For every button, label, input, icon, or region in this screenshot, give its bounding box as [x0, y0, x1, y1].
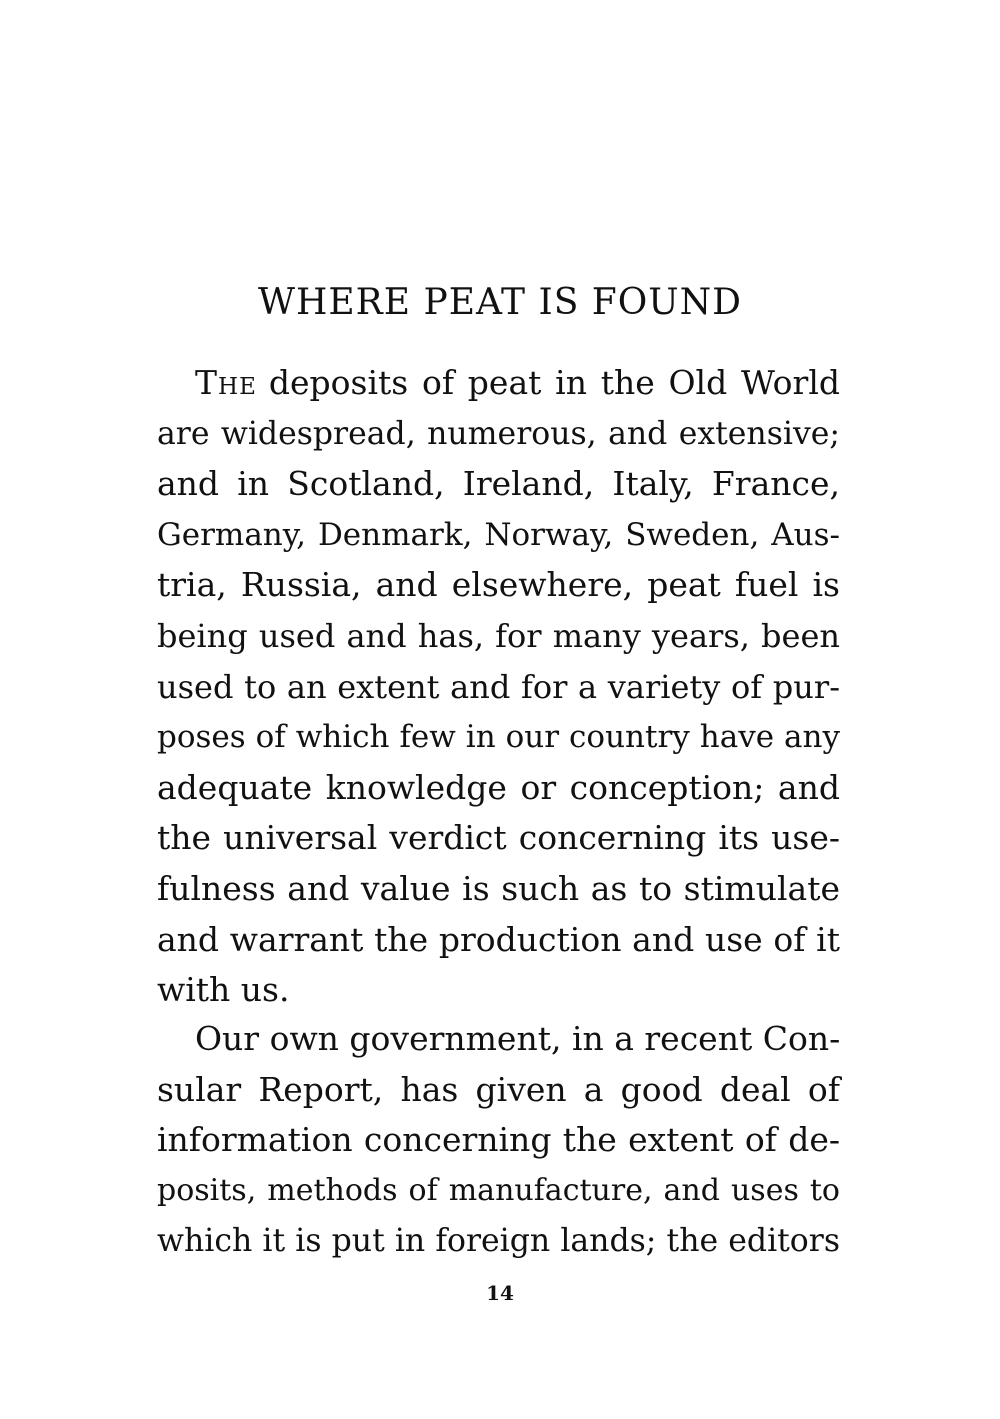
line-text: sular Report, has given a good deal of — [157, 1069, 840, 1109]
paragraph-line — [157, 813, 840, 864]
line-text: poses of which few in our country have any — [157, 719, 840, 756]
paragraph-line — [157, 1115, 840, 1166]
line-text: used to an extent and for a variety of pur- — [157, 667, 840, 706]
line-text: tria, Russia, and elsewhere, peat fuel is — [157, 565, 840, 605]
line-text: fulness and value is such as to stimulate — [157, 868, 840, 908]
paragraph-line — [157, 459, 840, 510]
paragraph-line — [157, 763, 840, 814]
paragraph-line — [157, 662, 840, 713]
paragraph-line — [157, 1014, 840, 1065]
line-text: the universal verdict concerning its use- — [157, 818, 840, 858]
paragraph-1 — [157, 358, 840, 1016]
line-text: and warrant the production and use of it — [157, 919, 840, 959]
line-text: posits, methods of manufacture, and uses to — [157, 1172, 840, 1208]
lead-word: The — [195, 363, 257, 402]
paragraph-2 — [157, 1014, 840, 1267]
paragraph-line — [157, 510, 840, 561]
line-text: Germany, Denmark, Norway, Sweden, Aus- — [157, 516, 840, 553]
paragraph-line — [157, 965, 840, 1016]
paragraph-line — [157, 611, 840, 662]
paragraph-line — [157, 864, 840, 915]
line-text: which it is put in foreign lands; the editors — [157, 1223, 840, 1260]
line-text: information concerning the extent of de- — [157, 1120, 840, 1160]
paragraph-line — [157, 1065, 840, 1116]
line-text: deposits of peat in the Old World — [268, 363, 840, 402]
line-text: with us. — [157, 970, 290, 1010]
line-text: being used and has, for many years, been — [157, 616, 840, 655]
paragraph-line — [157, 1166, 840, 1217]
line-text: are widespread, numerous, and extensive; — [157, 415, 840, 452]
paragraph-line — [157, 560, 840, 611]
paragraph-line — [157, 1216, 840, 1267]
paragraph-line — [157, 712, 840, 763]
paragraph-line — [157, 915, 840, 966]
paragraph-line — [157, 409, 840, 460]
paragraph-line — [157, 358, 840, 409]
line-text: adequate knowledge or conception; and — [157, 767, 840, 807]
page-number: 14 — [486, 1281, 514, 1305]
line-text: Our own government, in a recent Con- — [195, 1019, 841, 1058]
chapter-heading: WHERE PEAT IS FOUND — [257, 282, 742, 323]
line-text: and in Scotland, Ireland, Italy, France, — [157, 464, 840, 504]
